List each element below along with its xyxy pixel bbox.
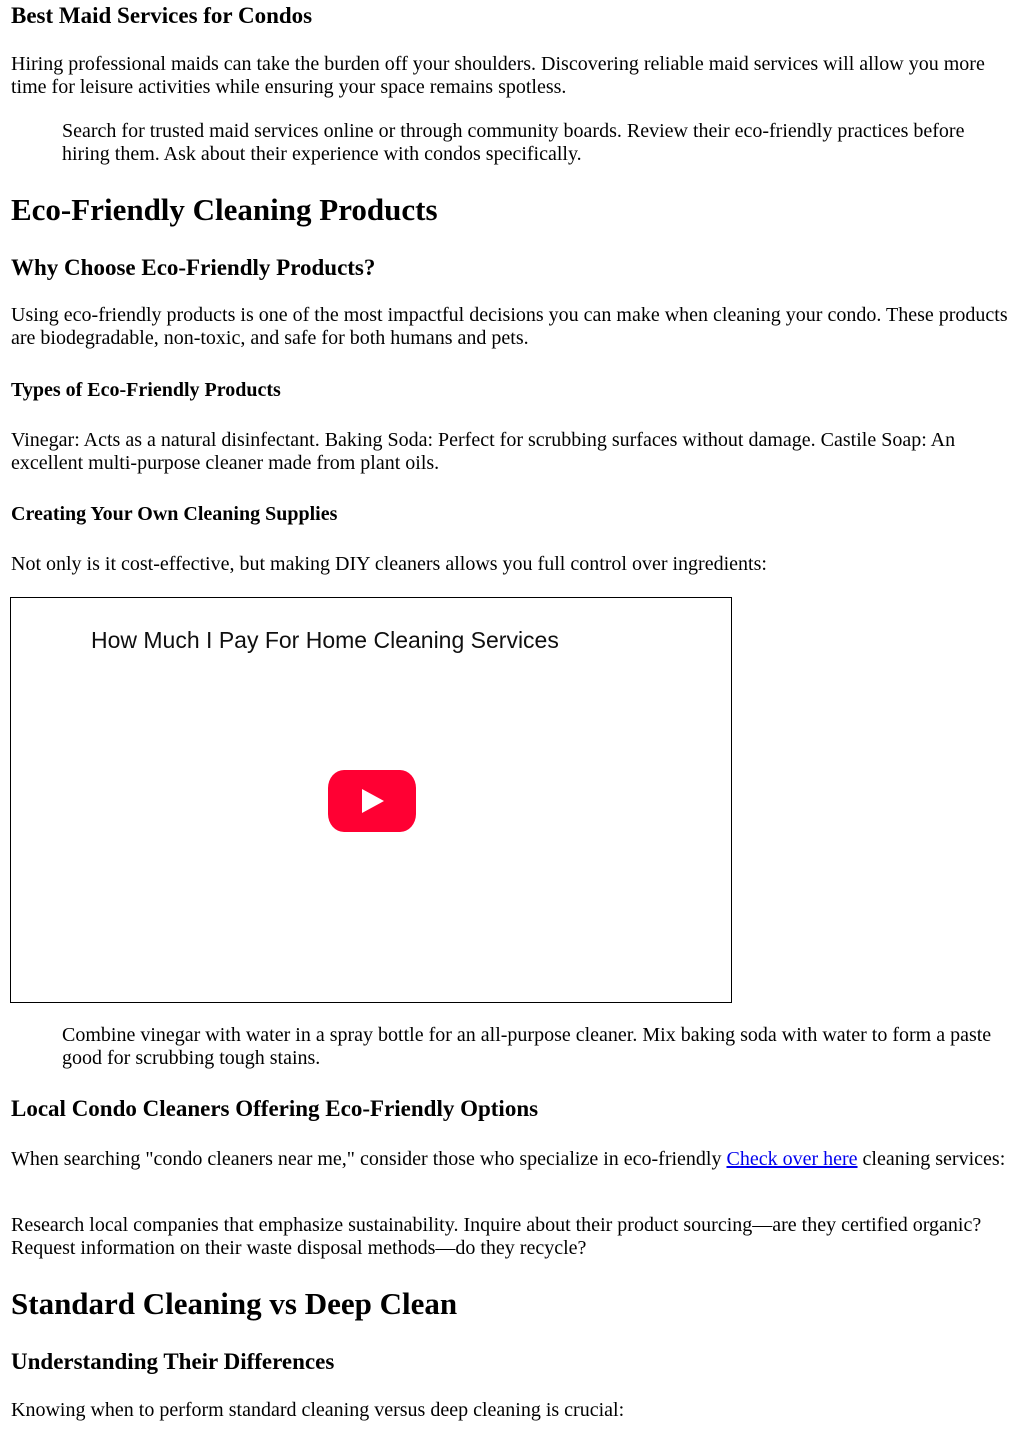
diy-tip-blockquote: Combine vinegar with water in a spray bottle for an all-purpose cleaner. Mix baking soda with water to form a paste good for scrubbing tough stains. — [62, 1024, 992, 1069]
eco-products-heading: Eco-Friendly Cleaning Products — [11, 192, 438, 227]
differences-paragraph: Knowing when to perform standard cleaning versus deep cleaning is crucial: — [11, 1399, 625, 1421]
diy-supplies-heading: Creating Your Own Cleaning Supplies — [11, 503, 338, 525]
maid-intro-paragraph: Hiring professional maids can take the burden off your shoulders. Discovering reliable maid services will allow you more time for leisure activities while ensuring your space remains spotless. — [11, 53, 985, 98]
check-over-here-link[interactable]: Check over here — [726, 1148, 858, 1170]
local-cleaners-heading: Local Condo Cleaners Offering Eco-Friendly Options — [11, 1096, 539, 1121]
types-eco-paragraph: Vinegar: Acts as a natural disinfectant. Baking Soda: Perfect for scrubbing surfaces without damage. Castile Soap: An excellent multi-purpose cleaner made from plant oils. — [11, 429, 956, 474]
diy-supplies-paragraph: Not only is it cost-effective, but making DIY cleaners allows you full control over ingredients: — [11, 553, 767, 575]
why-eco-paragraph: Using eco-friendly products is one of the most impactful decisions you can make when cleaning your condo. These products are biodegradable, non-toxic, and safe for both humans and pets. — [11, 304, 1008, 349]
local-text-before: When searching "condo cleaners near me," consider those who specialize in eco-friendly — [11, 1148, 727, 1170]
maid-tip-blockquote: Search for trusted maid services online or through community boards. Review their eco-friendly practices before hiring them. Ask about their experience with condos specifically. — [62, 120, 965, 165]
play-icon — [362, 789, 384, 813]
standard-vs-deep-heading: Standard Cleaning vs Deep Clean — [11, 1286, 458, 1321]
play-button[interactable] — [328, 770, 416, 832]
differences-heading: Understanding Their Differences — [11, 1349, 335, 1374]
local-cleaners-paragraph — [11, 1148, 1017, 1171]
video-title[interactable]: How Much I Pay For Home Cleaning Services — [91, 627, 559, 653]
why-eco-heading: Why Choose Eco-Friendly Products? — [11, 255, 376, 280]
maid-services-heading: Best Maid Services for Condos — [11, 3, 313, 28]
research-paragraph: Research local companies that emphasize sustainability. Inquire about their product sourcing—are they certified organic? Request information on their waste disposal methods—do they recycle? — [11, 1214, 982, 1259]
types-eco-heading: Types of Eco-Friendly Products — [11, 379, 281, 401]
local-text-after: cleaning services: — [857, 1148, 1006, 1170]
video-embed[interactable] — [10, 597, 732, 1003]
